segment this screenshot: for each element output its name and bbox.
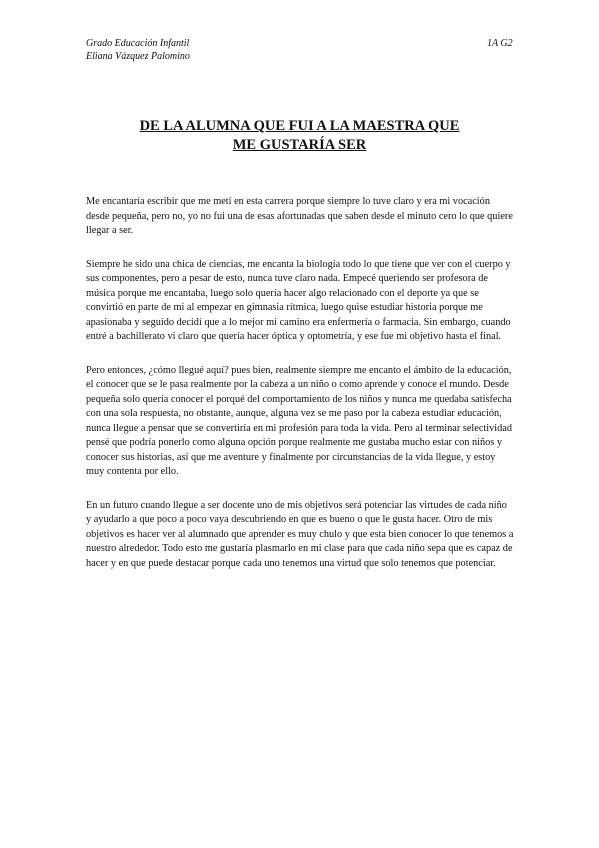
header-author-block bbox=[86, 37, 190, 63]
paragraph-future-goals: En un futuro cuando llegue a ser docente uno de mis objetivos será potenciar las virtudes de cada niño y ayudarlo a que poco a poco vaya descubriendo en que es bueno o que le gusta hacer. Otro de mis objetivos es hacer ver al alumnado que aprender es muy chulo y que esta bien conocer lo que tenemos a nuestro alrededor. Todo esto me gustaría plasmarlo en mi clase para que cada niño sepa que es capaz de hacer y en que puede destacar porque cada uno tenemos una virtud que solo tenemos que potenciar. bbox=[86, 499, 514, 569]
paragraph-intro: Me encantaría escribir que me metí en esta carrera porque siempre lo tuve claro y era mi vocación desde pequeña, pero no, yo no fui una de esas afortunadas que saben desde el minuto cero lo que quiere llegar a ser. bbox=[86, 196, 513, 236]
page-title bbox=[86, 117, 513, 155]
title-line-2: ME GUSTARÍA SER bbox=[232, 137, 367, 153]
header-degree: Grado Educación Infantil bbox=[86, 38, 190, 49]
paragraph-path-to-education: Pero entonces, ¿cómo llegué aquí? pues bien, realmente siempre me encanto el ámbito de la educación, el conocer que se le pasa realmente por la cabeza a un niño o como aprende y conoce el mundo. Desde pequeña solo quería conocer el porqué del comportamiento de los niños y nunca me quedaba satisfecha con una sola respuesta, no obstante, aunque, alguna vez se me paso por la cabeza estudiar educación, nunca llegue a pensar que se convertiría en mi profesión para toda la vida. Pero al terminar selectividad pensé que podría ponerlo como alguna opción porque realmente me gustaba mucho estar con niños y conocer sus historias, así que me aventure y finalmente por circunstancias de la vida llegue, y estoy muy contenta por ello. bbox=[86, 364, 513, 477]
title-line-1: DE LA ALUMNA QUE FUI A LA MAESTRA QUE bbox=[139, 118, 460, 134]
paragraph-background: Siempre he sido una chica de ciencias, me encanta la biología todo lo que tiene que ver con el cuerpo y sus componentes, pero a pesar de esto, nunca tuve claro nada. Empecé queriendo ser profesora de música porque me encantaba, luego solo quería hacer algo relacionado con el deporte ya que se convirtió en parte de mi al empezar en gimnasia rítmica, luego quise estudiar historia porque me apasionaba y seguido decidí que a lo mejor mi camino era enfermería o farmacia. Sin embargo, cuando entré a bachillerato vi claro que quería hacer óptica y optometría, y ese fue mi objetivo hasta el final. bbox=[86, 258, 511, 342]
essay-body bbox=[86, 195, 514, 590]
header-author-name: Eliana Vázquez Palomino bbox=[86, 51, 190, 62]
header-group: 1A G2 bbox=[487, 38, 513, 49]
